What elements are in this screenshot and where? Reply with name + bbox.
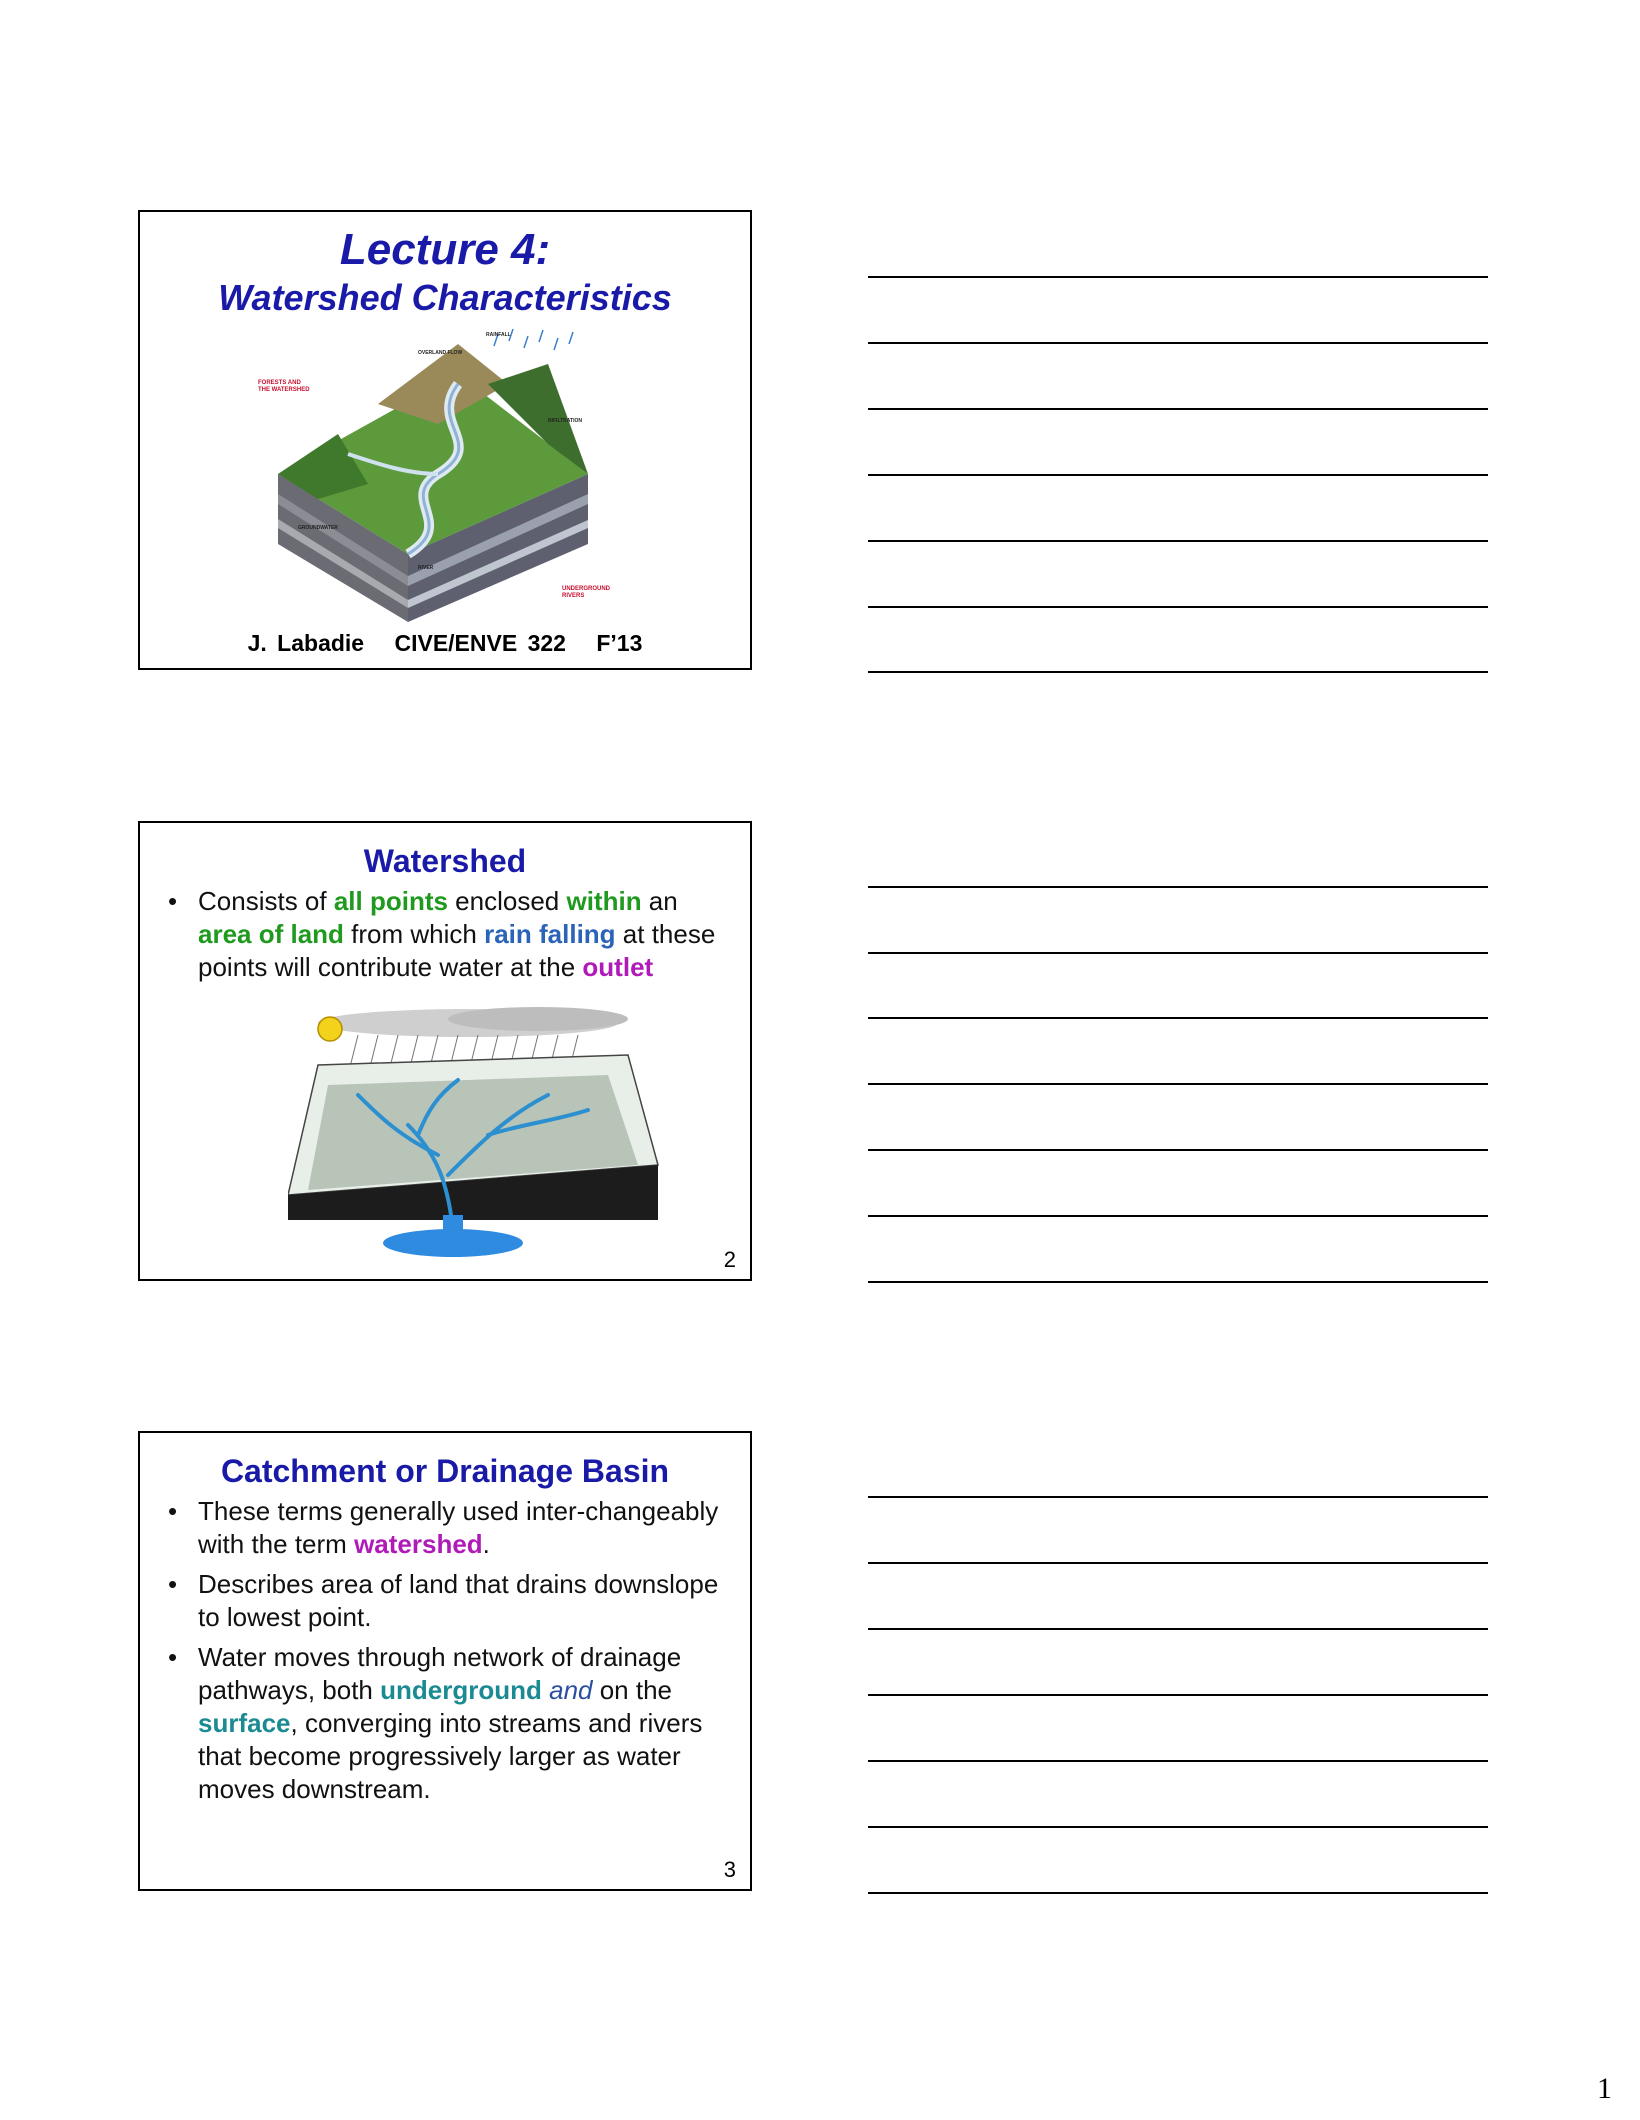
course-code: CIVE/ENVE 322 — [394, 630, 566, 656]
bullet-dot: • — [168, 1496, 178, 1526]
term: F’13 — [596, 630, 643, 656]
note-line — [868, 540, 1488, 542]
svg-text:FORESTS AND: FORESTS AND — [258, 380, 301, 386]
note-line — [868, 1149, 1488, 1151]
text-run: Consists of — [198, 886, 334, 916]
note-line — [868, 1215, 1488, 1217]
watershed-illustration — [288, 1005, 668, 1265]
slide-3 — [138, 1431, 752, 1891]
slide-1 — [138, 210, 752, 670]
svg-text:UNDERGROUND: UNDERGROUND — [562, 586, 610, 592]
bullet-dot: • — [168, 1642, 178, 1672]
note-line — [868, 1562, 1488, 1564]
note-line — [868, 408, 1488, 410]
text-run: Water moves through network of drainage pathways, both — [198, 1642, 682, 1705]
text-run: Describes area of land that drains downslope to lowest point. — [198, 1569, 719, 1632]
highlight-within: within — [566, 886, 642, 916]
note-line — [868, 1017, 1488, 1019]
note-line — [868, 1760, 1488, 1762]
slide-2 — [138, 821, 752, 1281]
slide-number: 3 — [723, 1857, 736, 1882]
highlight-all-points: all points — [333, 886, 448, 916]
slide-3-title: Catchment or Drainage Basin — [220, 1453, 670, 1489]
svg-text:RIVER: RIVER — [418, 565, 434, 571]
note-line — [868, 1496, 1488, 1498]
slide-2-bullets — [162, 885, 732, 991]
note-line — [868, 606, 1488, 608]
slide-2-title: Watershed — [363, 843, 527, 879]
highlight-rain-falling: rain falling — [484, 919, 616, 949]
bullet-item — [162, 885, 732, 984]
text-run: an — [641, 886, 678, 916]
slide-1-title: Lecture 4: — [339, 225, 551, 274]
page-number: 1 — [1597, 2072, 1612, 2105]
svg-text:GROUNDWATER: GROUNDWATER — [298, 525, 338, 531]
svg-text:THE WATERSHED: THE WATERSHED — [258, 387, 310, 393]
note-line — [868, 1694, 1488, 1696]
text-run: enclosed — [447, 886, 567, 916]
text-run: , converging into streams and rivers that become progressively larger as water moves downstream. — [198, 1708, 703, 1804]
note-line — [868, 276, 1488, 278]
bullet-dot: • — [168, 886, 178, 916]
bullet-dot: • — [168, 1569, 178, 1599]
note-line — [868, 1281, 1488, 1283]
highlight-area-of-land: area of land — [198, 919, 344, 949]
bullet-item — [162, 1495, 732, 1561]
svg-text:OVERLAND FLOW: OVERLAND FLOW — [418, 350, 463, 356]
text-run: . — [482, 1529, 490, 1559]
bullet-item — [162, 1641, 732, 1806]
svg-text:INFILTRATION: INFILTRATION — [548, 418, 582, 424]
note-line — [868, 1083, 1488, 1085]
highlight-outlet: outlet — [582, 952, 654, 982]
text-run: at these points will contribute water at the — [198, 919, 716, 982]
note-line — [868, 1826, 1488, 1828]
slide-3-bullets — [162, 1495, 732, 1813]
note-line — [868, 474, 1488, 476]
text-run: from which — [343, 919, 485, 949]
text-run: These terms generally used inter-changeably with the term — [198, 1496, 719, 1559]
highlight-underground: underground — [380, 1675, 542, 1705]
note-line — [868, 671, 1488, 673]
note-line — [868, 952, 1488, 954]
emphasis-and: and — [541, 1675, 593, 1705]
note-line — [868, 1628, 1488, 1630]
watershed-block-diagram — [258, 324, 638, 624]
text-run: on the — [592, 1675, 673, 1705]
svg-text:RIVERS: RIVERS — [562, 593, 585, 599]
highlight-surface: surface — [198, 1708, 291, 1738]
note-line — [868, 342, 1488, 344]
highlight-watershed: watershed — [354, 1529, 483, 1559]
svg-text:RAINFALL: RAINFALL — [486, 332, 511, 338]
slide-1-footer — [140, 630, 750, 657]
bullet-item — [162, 1568, 732, 1634]
slide-1-subtitle: Watershed Characteristics — [218, 277, 672, 318]
author-name: J. Labadie — [247, 630, 365, 656]
slide-number: 2 — [723, 1247, 736, 1272]
note-line — [868, 1892, 1488, 1894]
note-line — [868, 886, 1488, 888]
